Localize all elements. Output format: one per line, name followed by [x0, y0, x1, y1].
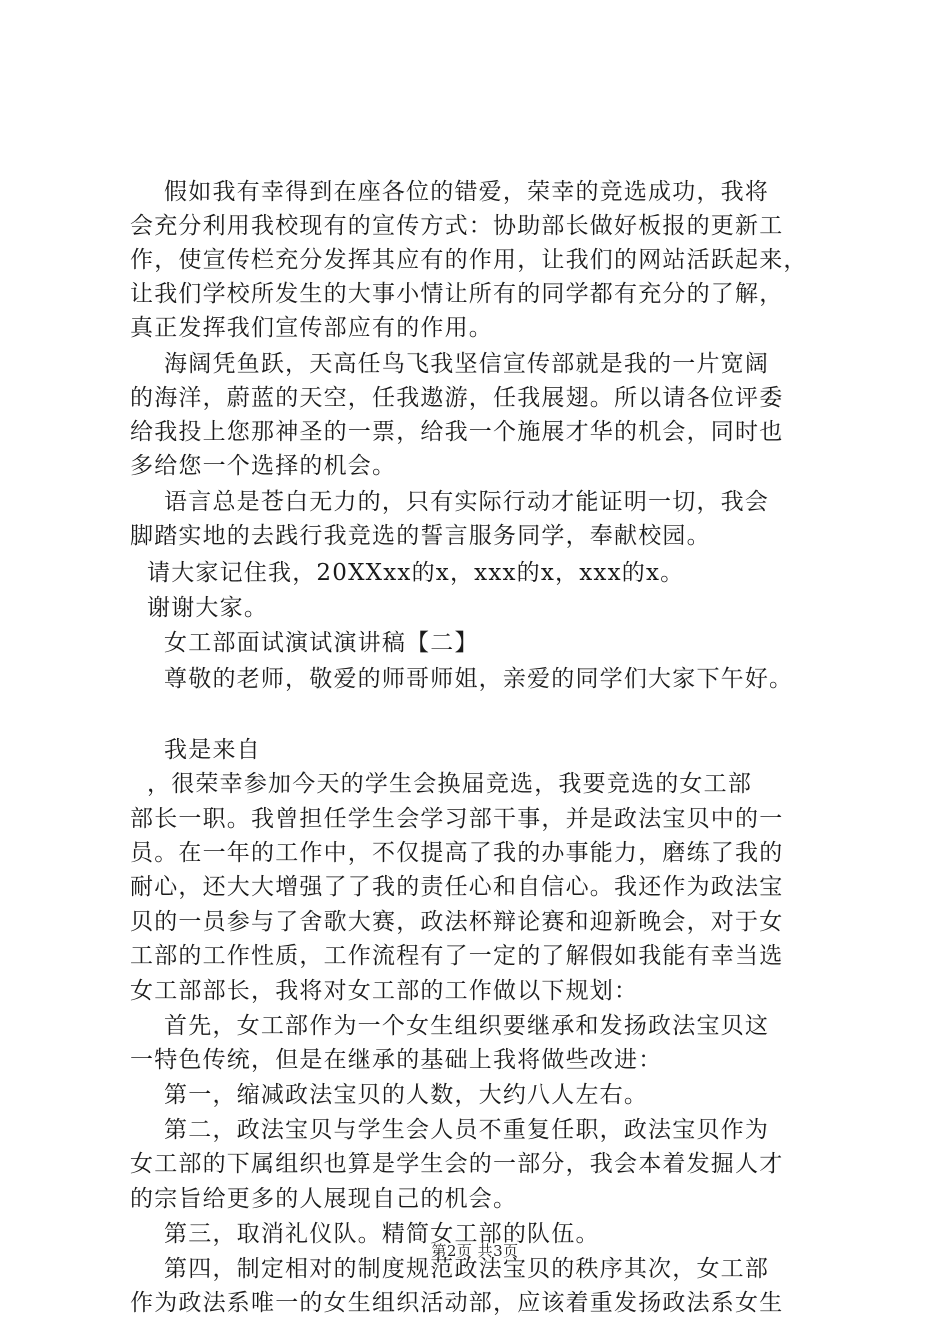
text-line: 假如我有幸得到在座各位的错爱，荣幸的竞选成功，我将: [130, 179, 770, 205]
text-line: 脚踏实地的去践行我竞选的誓言服务同学，奉献校园。: [130, 523, 711, 549]
text-line: 第三，取消礼仪队。精简女工部的队伍。: [130, 1221, 600, 1247]
text-line: 让我们学校所发生的大事小情让所有的同学都有充分的了解，: [130, 281, 784, 307]
text-line: 部长一职。我曾担任学生会学习部干事，并是政法宝贝中的一: [130, 806, 784, 832]
text-line: 女工部的下属组织也算是学生会的一部分，我会本着发掘人才: [130, 1151, 784, 1177]
text-line: 真正发挥我们宣传部应有的作用。: [130, 315, 493, 341]
text-line: 贝的一员参与了舍歌大赛，政法杯辩论赛和迎新晚会，对于女: [130, 909, 784, 935]
text-line: 海阔凭鱼跃，天高任鸟飞我坚信宣传部就是我的一片宽阔: [130, 351, 770, 377]
text-line: 我是来自: [130, 737, 261, 763]
text-line: 的宗旨给更多的人展现自己的机会。: [130, 1186, 518, 1212]
text-line: 员。在一年的工作中，不仅提高了我的办事能力，磨练了我的: [130, 840, 784, 866]
text-line: 第二，政法宝贝与学生会人员不重复任职，政法宝贝作为: [130, 1117, 770, 1143]
text-line: 耐心，还大大增强了了我的责任心和自信心。我还作为政法宝: [130, 874, 784, 900]
text-line: 首先，女工部作为一个女生组织要继承和发扬政法宝贝这: [130, 1013, 770, 1039]
text-line: 多给您一个选择的机会。: [130, 453, 397, 479]
text-line: 会充分利用我校现有的宣传方式：协助部长做好板报的更新工: [130, 213, 784, 239]
text-line: 作为政法系唯一的女生组织活动部，应该着重发扬政法系女生: [130, 1290, 784, 1316]
text-line: 女工部部长，我将对女工部的工作做以下规划：: [130, 978, 639, 1004]
text-line: 的海洋，蔚蓝的天空，任我遨游，任我展翅。所以请各位评委: [130, 385, 784, 411]
text-line: 工部的工作性质，工作流程有了一定的了解假如我能有幸当选: [130, 943, 784, 969]
text-line: 作，使宣传栏充分发挥其应有的作用，让我们的网站活跃起来，: [130, 247, 808, 273]
text-line: 一特色传统，但是在继承的基础上我将做些改进：: [130, 1047, 663, 1073]
text-line: 尊敬的老师，敬爱的师哥师姐，亲爱的同学们大家下午好。: [130, 666, 794, 692]
text-line: 请大家记住我，20XXxx的x，xxx的x，xxx的x。: [130, 560, 685, 586]
text-line: 第四，制定相对的制度规范政法宝贝的秩序其次，女工部: [130, 1256, 770, 1282]
text-line: 女工部面试演试演讲稿【二】: [130, 630, 479, 656]
text-line: 第一，缩减政法宝贝的人数，大约八人左右。: [130, 1082, 649, 1108]
text-line: 谢谢大家。: [130, 595, 269, 621]
page-footer: 第2页 共3页: [431, 1242, 519, 1260]
text-line: 给我投上您那神圣的一票，给我一个施展才华的机会，同时也: [130, 419, 784, 445]
text-line: ，很荣幸参加今天的学生会换届竞选，我要竞选的女工部: [130, 771, 753, 797]
text-line: 语言总是苍白无力的，只有实际行动才能证明一切，我会: [130, 489, 770, 515]
